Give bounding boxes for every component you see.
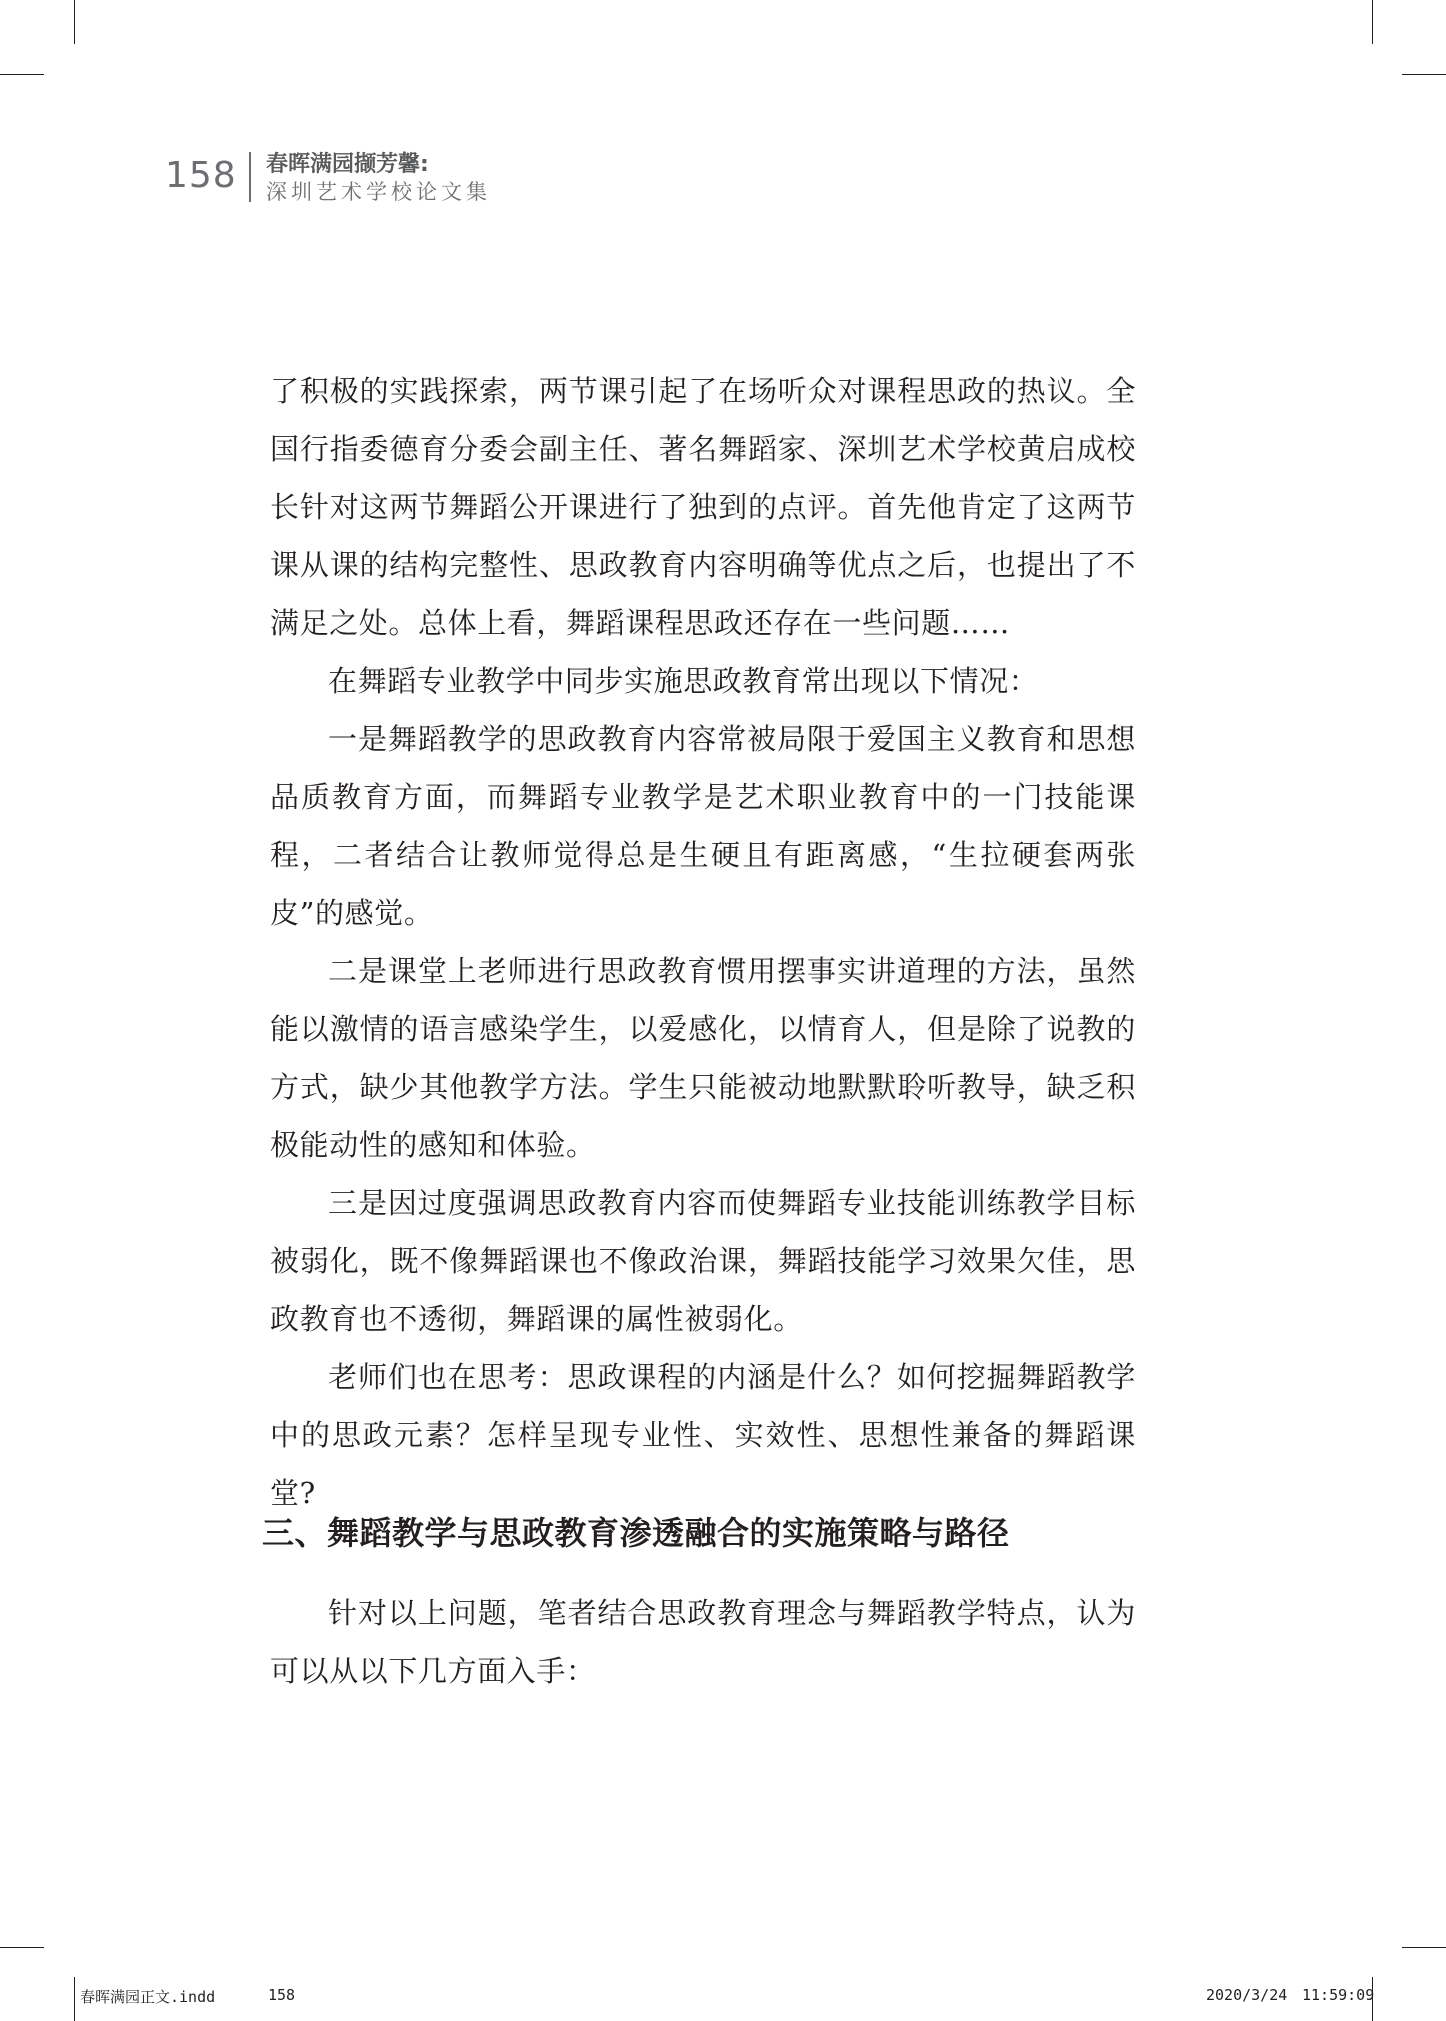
crop-mark-top-right-horizontal <box>1402 74 1446 75</box>
slug-page-number: 158 <box>268 1986 296 2004</box>
crop-mark-top-right-vertical <box>1372 0 1373 44</box>
slug-time: 11:59:09 <box>1302 1986 1375 2004</box>
body-text <box>262 362 1136 1700</box>
crop-mark-bottom-left-horizontal <box>0 1947 44 1948</box>
paragraph: 二是课堂上老师进行思政教育惯用摆事实讲道理的方法，虽然能以激情的语言感染学生，以爱感化，以情育人，但是除了说教的方式，缺少其他教学方法。学生只能被动地默默聆听教导，缺乏积极能动性的感知和体验。 <box>270 954 1136 1162</box>
book-subtitle: 深圳艺术学校论文集 <box>266 180 491 204</box>
slug-file-name: 春晖满园正文.indd <box>80 1988 216 2006</box>
page-number: 158 <box>165 155 237 196</box>
book-title: 春晖满园撷芳馨: <box>266 152 429 177</box>
slug-date: 2020/3/24 <box>1206 1986 1288 2004</box>
paragraph: 老师们也在思考：思政课程的内涵是什么？如何挖掘舞蹈教学中的思政元素？怎样呈现专业性、实效性、思想性兼备的舞蹈课堂? <box>270 1360 1136 1510</box>
crop-mark-top-left-horizontal <box>0 74 44 75</box>
section-heading: 三、舞蹈教学与思政教育渗透融合的实施策略与路径 <box>262 1514 1010 1552</box>
paragraph: 一是舞蹈教学的思政教育内容常被局限于爱国主义教育和思想品质教育方面，而舞蹈专业教学是艺术职业教育中的一门技能课程，二者结合让教师觉得总是生硬且有距离感，“生拉硬套两张皮”的感觉。 <box>270 722 1136 930</box>
crop-mark-top-left-vertical <box>74 0 75 44</box>
crop-mark-bottom-left-vertical <box>74 1977 75 2021</box>
crop-mark-bottom-right-horizontal <box>1402 1947 1446 1948</box>
paragraph: 在舞蹈专业教学中同步实施思政教育常出现以下情况： <box>328 664 1039 698</box>
paragraph: 针对以上问题，笔者结合思政教育理念与舞蹈教学特点，认为可以从以下几方面入手： <box>270 1596 1136 1688</box>
paragraph-continuation: 了积极的实践探索，两节课引起了在场听众对课程思政的热议。全国行指委德育分委会副主任、著名舞蹈家、深圳艺术学校黄启成校长针对这两节舞蹈公开课进行了独到的点评。首先他肯定了这两节课从课的结构完整性、思政教育内容明确等优点之后，也提出了不满足之处。总体上看，舞蹈课程思政还存在一些问题…… <box>270 374 1136 640</box>
paragraph: 三是因过度强调思政教育内容而使舞蹈专业技能训练教学目标被弱化，既不像舞蹈课也不像政治课，舞蹈技能学习效果欠佳，思政教育也不透彻，舞蹈课的属性被弱化。 <box>270 1186 1136 1336</box>
header-divider <box>249 152 251 202</box>
